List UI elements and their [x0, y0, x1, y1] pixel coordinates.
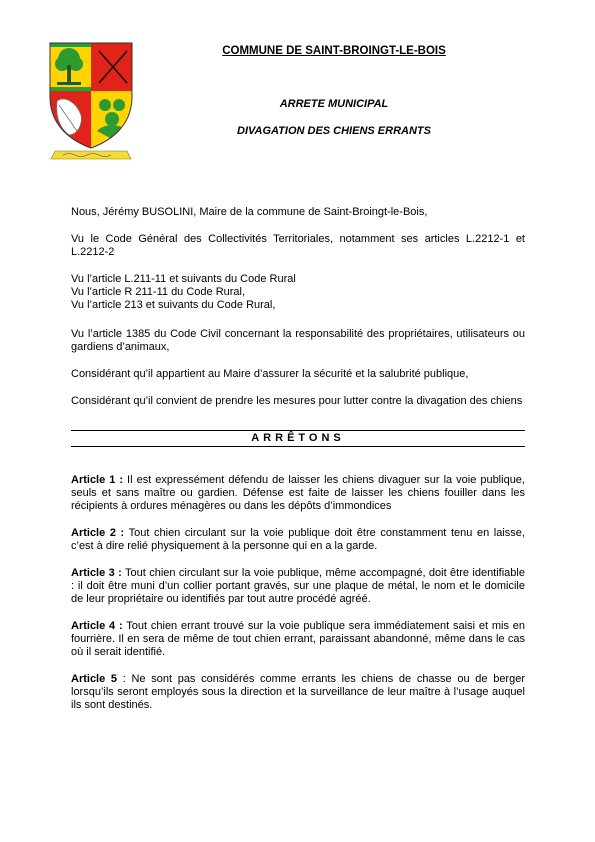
- article-4: [71, 620, 525, 659]
- arrete-subject: DIVAGATION DES CHIENS ERRANTS: [237, 125, 431, 137]
- preamble-vu-cgct: Vu le Code Général des Collectivités Territoriales, notamment ses articles L.2212-1 et L.2212-2: [71, 233, 525, 258]
- shield-quarter-red-top: [91, 39, 135, 91]
- preamble-vu-civil: Vu l’article 1385 du Code Civil concernant la responsabilité des propriétaires, utilisateurs ou gardiens d’animaux,: [71, 328, 525, 353]
- document-body: [71, 206, 525, 726]
- article-1: [71, 474, 525, 513]
- article-label: Article 1 :: [71, 474, 124, 486]
- article-label: Article 4 :: [71, 620, 123, 632]
- article-3: [71, 567, 525, 606]
- vu-rural-line: Vu l’article L.211-11 et suivants du Code Rural: [71, 273, 296, 285]
- divider-bottom: [71, 446, 525, 447]
- article-label: Article 3 :: [71, 567, 122, 579]
- article-text: : Ne sont pas considérés comme errants les chiens de chasse ou de berger lorsqu’ils seront employés sous la direction et la surveillance de leur maître à l’usage auquel ils sont destinés.: [71, 673, 525, 711]
- vu-rural-line: Vu l’article 213 et suivants du Code Rural,: [71, 299, 276, 311]
- preamble-considerant-2: Considérant qu’il convient de prendre les mesures pour lutter contre la divagation des chiens: [71, 395, 523, 407]
- coat-of-arms: [47, 39, 135, 161]
- arrete-title: ARRETE MUNICIPAL: [279, 98, 389, 110]
- article-label: Article 2 :: [71, 527, 125, 539]
- preamble-nous: Nous, Jérémy BUSOLINI, Maire de la commune de Saint-Broingt-le-Bois,: [71, 206, 428, 218]
- article-5: [71, 673, 525, 712]
- ribbon: [51, 151, 131, 159]
- commune-name: COMMUNE DE SAINT-BROINGT-LE-BOIS: [222, 45, 446, 57]
- vu-rural-line: Vu l’article R 211-11 du Code Rural,: [71, 286, 246, 298]
- article-label: Article 5: [71, 673, 118, 685]
- article-2: [71, 527, 525, 553]
- preamble-considerant-1: Considérant qu’il appartient au Maire d’assurer la sécurité et la salubrité publique,: [71, 368, 469, 380]
- arretons-heading: ARRÊTONS: [251, 432, 345, 444]
- article-text: Tout chien circulant sur la voie publique doit être constamment tenu en laisse, c’est à dire relié physiquement à la personne qui en a la garde.: [71, 527, 525, 552]
- article-text: Il est expressément défendu de laisser les chiens divaguer sur la voie publique, seuls et sans maître ou gardien. Défense est faite de laisser les chiens fouiller dans les récipients à ordures ménagères ou dans les dépôts d’immondices: [71, 474, 525, 512]
- preamble-vu-rural: [71, 273, 525, 312]
- article-text: Tout chien circulant sur la voie publique, même accompagné, doit être identifiable : il doit être muni d’un collier portant gravés, sur une plaque de métal, le nom et le domicile de leur propriétaire ou identifiés par tout autre procédé agréé.: [71, 567, 525, 605]
- article-text: Tout chien errant trouvé sur la voie publique sera immédiatement saisi et mis en fourrière. Il en sera de même de tout chien errant, paraissant abandonné, même dans le cas où il serait identifié.: [71, 620, 525, 658]
